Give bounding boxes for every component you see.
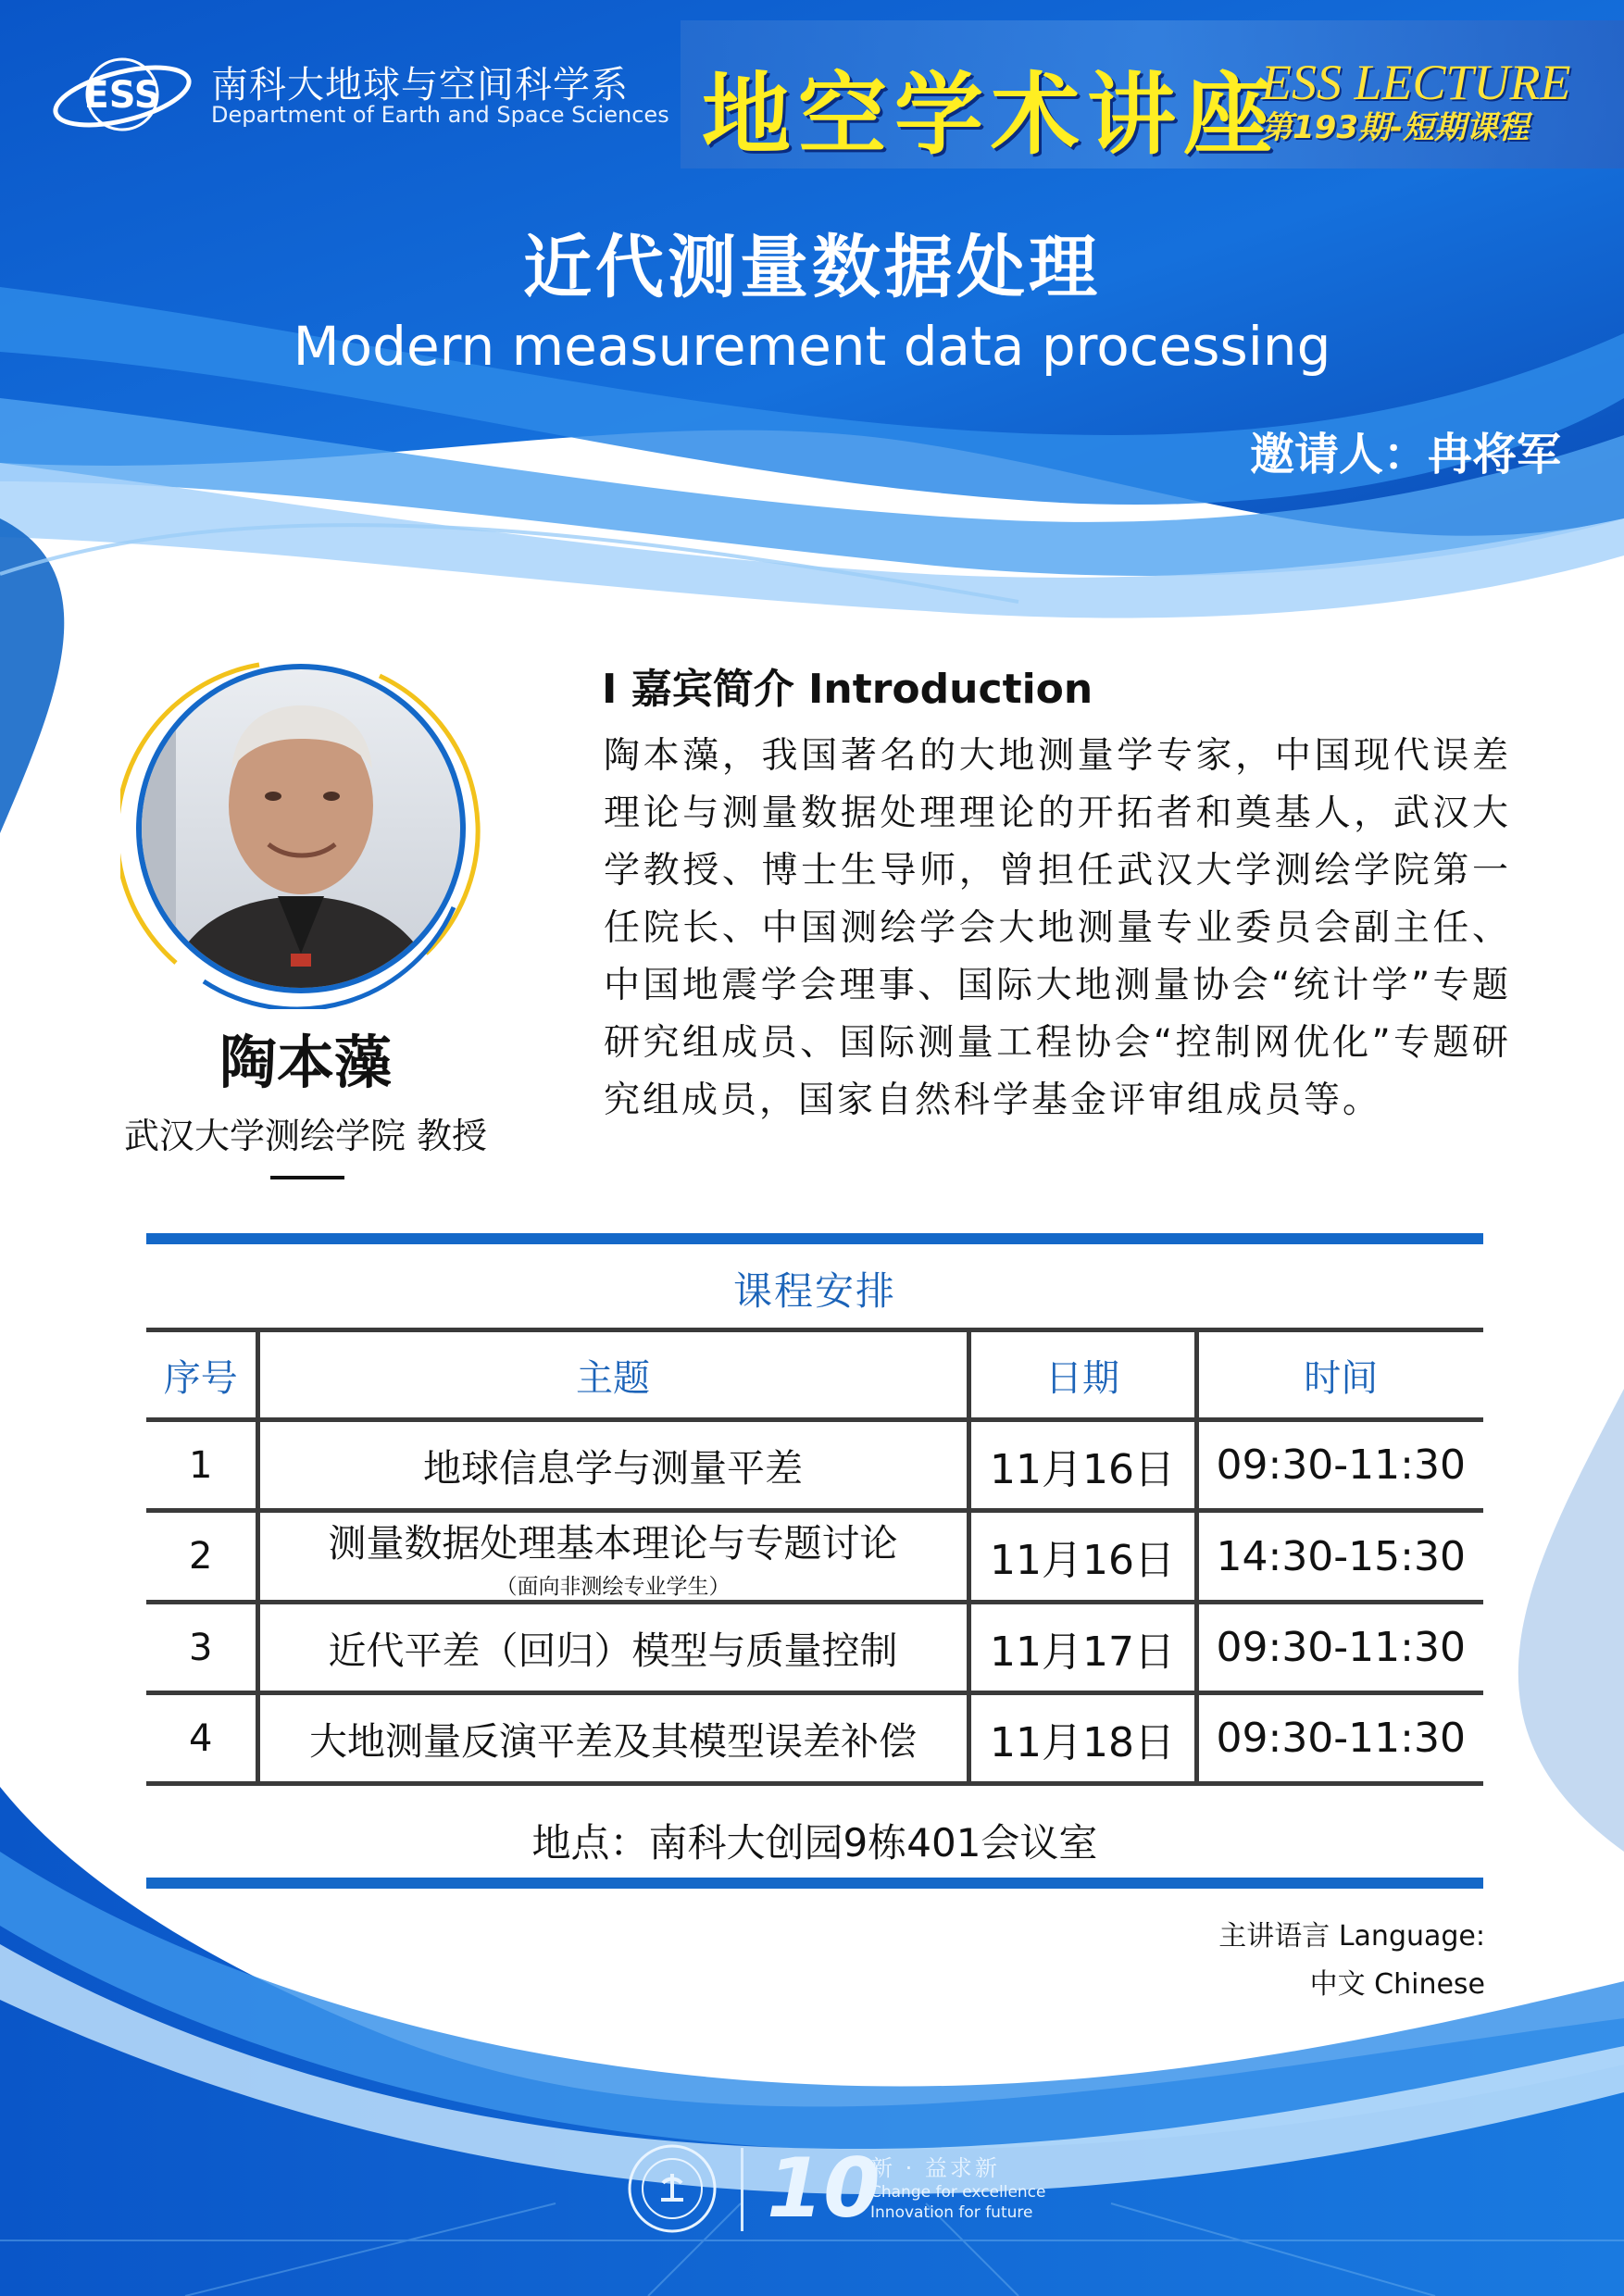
footer-divider: [741, 2148, 743, 2231]
language-value: 中文 Chinese: [1309, 1968, 1485, 2001]
speaker-affiliation: 武汉大学测绘学院 教授: [123, 1116, 488, 1156]
schedule-title: 课程安排: [732, 1268, 896, 1314]
intro-text: 陶本藻，我国著名的大地测量学专家，中国现代误差理论与测量数据处理理论的开拓者和奠基人，武汉大学教授、博士生导师，曾担任武汉大学测绘学院第一任院长、中国测绘学会大地测量专业委员会副主任、中国地震学会理事、国际大地测量协会“统计学”专题研究组成员、国际测量工程协会“控制网优化”专题研究组成员，国家自然科学基金评审组成员等。: [604, 735, 1511, 1121]
row-time: 09:30-11:30: [1196, 1603, 1483, 1693]
series-title-cn: 地空学术讲座: [702, 62, 1280, 167]
department-name-cn: 南科大地球与空间科学系: [211, 64, 629, 106]
logo-text: ESS: [83, 74, 161, 117]
issue-label: 第193期-短期课程: [1261, 109, 1530, 146]
university-seal-icon: [626, 2142, 718, 2235]
row-time: 09:30-11:30: [1196, 1420, 1483, 1511]
intro-heading: I 嘉宾简介 Introduction: [602, 666, 1093, 713]
column-header-date: 日期: [968, 1330, 1196, 1420]
schedule-bottom-bar: [146, 1878, 1483, 1889]
topic-text: 近代平差（回归）模型与质量控制: [328, 1628, 898, 1673]
topic-text: 地球信息学与测量平差: [423, 1446, 803, 1491]
table-row: [146, 1420, 1483, 1511]
row-number: 4: [146, 1693, 257, 1784]
divider: [270, 1176, 344, 1179]
anniversary-mark: 10: [767, 2140, 881, 2236]
row-topic: [257, 1420, 968, 1511]
row-date: 11月16日: [968, 1420, 1196, 1511]
table-row: [146, 1693, 1483, 1784]
row-topic: [257, 1693, 968, 1784]
row-date: 11月16日: [968, 1511, 1196, 1603]
schedule-table: [146, 1328, 1483, 1786]
row-topic: [257, 1603, 968, 1693]
table-row: [146, 1511, 1483, 1603]
lecture-title-en: Modern measurement data processing: [293, 315, 1331, 378]
table-row: [146, 1603, 1483, 1693]
topic-note: （面向非测绘专业学生）: [495, 1575, 731, 1599]
footer-motto-1: Change for excellence: [870, 2183, 1046, 2202]
footer-motto-2: Innovation for future: [870, 2203, 1033, 2222]
topic-text: 大地测量反演平差及其模型误差补偿: [309, 1719, 917, 1764]
column-header-time: 时间: [1196, 1330, 1483, 1420]
venue-label: 地点：南科大创园9栋401会议室: [531, 1820, 1098, 1866]
table-header-row: [146, 1330, 1483, 1420]
row-number: 2: [146, 1511, 257, 1603]
language-label: 主讲语言 Language:: [1218, 1920, 1485, 1953]
row-date: 11月18日: [968, 1693, 1196, 1784]
topic-text: 测量数据处理基本理论与专题讨论: [328, 1521, 898, 1566]
inviter-label: 邀请人：冉将军: [1249, 429, 1561, 480]
department-name-en: Department of Earth and Space Sciences: [211, 102, 669, 128]
row-time: 14:30-15:30: [1196, 1511, 1483, 1603]
row-number: 3: [146, 1603, 257, 1693]
row-topic: [257, 1511, 968, 1603]
speaker-name: 陶本藻: [219, 1029, 392, 1096]
row-date: 11月17日: [968, 1603, 1196, 1693]
row-time: 09:30-11:30: [1196, 1693, 1483, 1784]
lecture-title-cn: 近代测量数据处理: [523, 228, 1101, 307]
series-title-en: ESS LECTURE: [1261, 55, 1571, 110]
speaker-portrait: [120, 648, 481, 1009]
row-number: 1: [146, 1420, 257, 1511]
schedule-top-bar: [146, 1233, 1483, 1244]
column-header-topic: 主题: [257, 1330, 968, 1420]
footer-slogan: 新 · 益求新: [870, 2155, 1000, 2181]
column-header-number: 序号: [146, 1330, 257, 1420]
ess-logo-icon: [48, 48, 196, 141]
